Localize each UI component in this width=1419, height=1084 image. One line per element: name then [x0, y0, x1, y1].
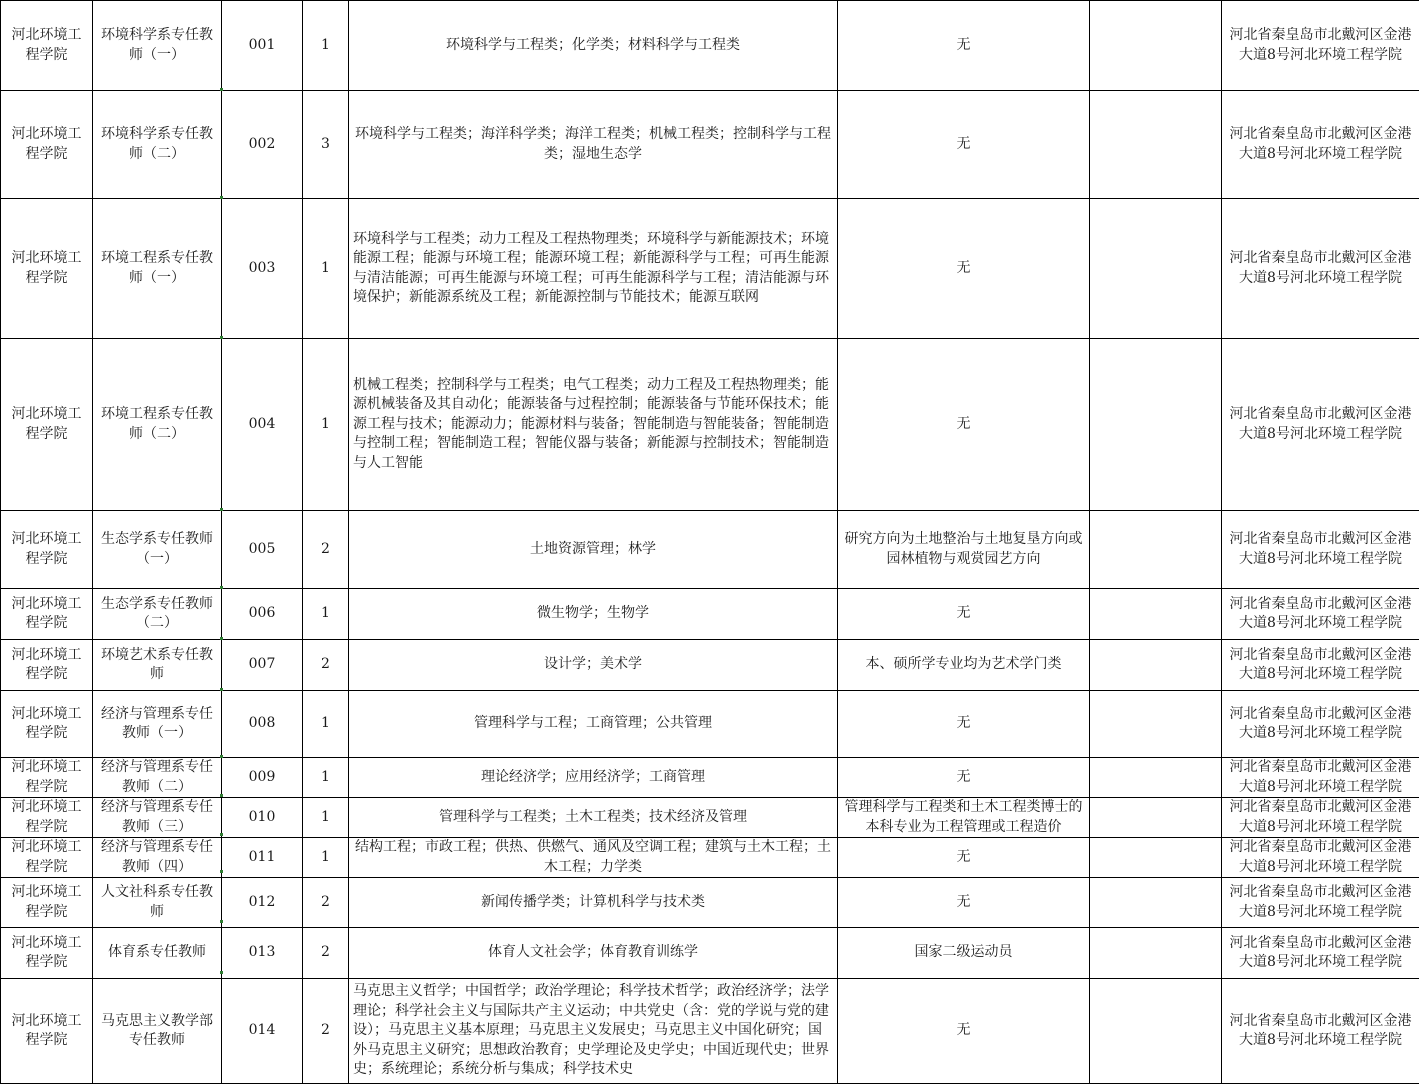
cell-comment-marker [220, 794, 223, 797]
major-cell: 环境科学与工程类；动力工程及工程热物理类；环境科学与新能源技术；环境能源工程；能源与环境工程；能源环境工程；新能源科学与工程；可再生能源与清洁能源；可再生能源与环境工程；可再生能源科学与工程；清洁能源与环境保护；新能源系统及工程；新能源控制与节能技术；能源互联网 [349, 199, 838, 339]
headcount-cell: 2 [303, 928, 349, 979]
table-row [1, 758, 1419, 798]
position-code-cell: 008 [222, 691, 303, 758]
headcount-cell: 1 [303, 838, 349, 878]
address-cell: 河北省秦皇岛市北戴河区金港大道8号河北环境工程学院 [1222, 511, 1419, 589]
cell-comment-marker [220, 586, 223, 589]
position-code-cell: 007 [222, 640, 303, 691]
other-requirements-cell: 无 [838, 199, 1090, 339]
employer-cell: 河北环境工程学院 [1, 1, 93, 91]
blank-cell [1090, 640, 1222, 691]
employer-cell: 河北环境工程学院 [1, 691, 93, 758]
headcount-cell: 1 [303, 691, 349, 758]
other-requirements-cell: 无 [838, 838, 1090, 878]
table-row [1, 640, 1419, 691]
position-cell: 环境艺术系专任教师 [93, 640, 222, 691]
major-cell: 机械工程类；控制科学与工程类；电气工程类；动力工程及工程热物理类；能源机械装备及其自动化；能源装备与过程控制；能源装备与节能环保技术；能源工程与技术；能源动力；能源材料与装备；智能制造与智能装备；智能制造与控制工程；智能制造工程；智能仪器与装备；新能源与控制技术；智能制造与人工智能 [349, 339, 838, 511]
position-cell: 人文社科系专任教师 [93, 878, 222, 928]
other-requirements-cell: 无 [838, 339, 1090, 511]
blank-cell [1090, 758, 1222, 798]
employer-cell: 河北环境工程学院 [1, 979, 93, 1084]
employer-cell: 河北环境工程学院 [1, 589, 93, 640]
blank-cell [1090, 511, 1222, 589]
address-cell: 河北省秦皇岛市北戴河区金港大道8号河北环境工程学院 [1222, 758, 1419, 798]
cell-comment-marker [220, 971, 223, 974]
headcount-cell: 3 [303, 91, 349, 199]
major-cell: 结构工程；市政工程；供热、供燃气、通风及空调工程；建筑与土木工程；土木工程；力学类 [349, 838, 838, 878]
employer-cell: 河北环境工程学院 [1, 758, 93, 798]
employer-cell: 河北环境工程学院 [1, 798, 93, 838]
position-code-cell: 003 [222, 199, 303, 339]
headcount-cell: 1 [303, 798, 349, 838]
employer-cell: 河北环境工程学院 [1, 511, 93, 589]
headcount-cell: 2 [303, 511, 349, 589]
major-cell: 马克思主义哲学；中国哲学；政治学理论；科学技术哲学；政治经济学；法学理论；科学社会主义与国际共产主义运动；中共党史（含：党的学说与党的建设）；马克思主义基本原理；马克思主义发展史；马克思主义中国化研究；国外马克思主义研究；思想政治教育；史学理论及史学史；中国近现代史；世界史；系统理论；系统分析与集成；科学技术史 [349, 979, 838, 1084]
cell-comment-marker [220, 637, 223, 640]
headcount-cell: 2 [303, 640, 349, 691]
position-code-cell: 005 [222, 511, 303, 589]
table-row [1, 928, 1419, 979]
table-row [1, 589, 1419, 640]
employer-cell: 河北环境工程学院 [1, 640, 93, 691]
position-code-cell: 014 [222, 979, 303, 1084]
position-cell: 环境工程系专任教师（一） [93, 199, 222, 339]
other-requirements-cell: 无 [838, 589, 1090, 640]
headcount-cell: 1 [303, 589, 349, 640]
other-requirements-cell: 研究方向为土地整治与土地复垦方向或园林植物与观赏园艺方向 [838, 511, 1090, 589]
table-row [1, 878, 1419, 928]
position-cell: 经济与管理系专任教师（四） [93, 838, 222, 878]
position-cell: 体育系专任教师 [93, 928, 222, 979]
address-cell: 河北省秦皇岛市北戴河区金港大道8号河北环境工程学院 [1222, 1, 1419, 91]
table-row [1, 838, 1419, 878]
position-code-cell: 006 [222, 589, 303, 640]
address-cell: 河北省秦皇岛市北戴河区金港大道8号河北环境工程学院 [1222, 339, 1419, 511]
headcount-cell: 1 [303, 339, 349, 511]
blank-cell [1090, 589, 1222, 640]
headcount-cell: 2 [303, 979, 349, 1084]
position-code-cell: 010 [222, 798, 303, 838]
address-cell: 河北省秦皇岛市北戴河区金港大道8号河北环境工程学院 [1222, 878, 1419, 928]
position-cell: 环境科学系专任教师（二） [93, 91, 222, 199]
employer-cell: 河北环境工程学院 [1, 928, 93, 979]
position-cell: 环境科学系专任教师（一） [93, 1, 222, 91]
blank-cell [1090, 339, 1222, 511]
cell-comment-marker [220, 508, 223, 511]
major-cell: 管理科学与工程；工商管理；公共管理 [349, 691, 838, 758]
major-cell: 微生物学；生物学 [349, 589, 838, 640]
table-row [1, 339, 1419, 511]
position-cell: 生态学系专任教师（二） [93, 589, 222, 640]
address-cell: 河北省秦皇岛市北戴河区金港大道8号河北环境工程学院 [1222, 691, 1419, 758]
other-requirements-cell: 管理科学与工程类和土木工程类博士的本科专业为工程管理或工程造价 [838, 798, 1090, 838]
cell-comment-marker [220, 196, 223, 199]
position-code-cell: 001 [222, 1, 303, 91]
other-requirements-cell: 无 [838, 878, 1090, 928]
position-code-cell: 004 [222, 339, 303, 511]
position-code-cell: 012 [222, 878, 303, 928]
blank-cell [1090, 798, 1222, 838]
table-row [1, 91, 1419, 199]
blank-cell [1090, 199, 1222, 339]
employer-cell: 河北环境工程学院 [1, 878, 93, 928]
blank-cell [1090, 691, 1222, 758]
blank-cell [1090, 979, 1222, 1084]
cell-comment-marker [220, 920, 223, 923]
major-cell: 设计学；美术学 [349, 640, 838, 691]
other-requirements-cell: 国家二级运动员 [838, 928, 1090, 979]
blank-cell [1090, 838, 1222, 878]
blank-cell [1090, 928, 1222, 979]
table-row [1, 691, 1419, 758]
blank-cell [1090, 91, 1222, 199]
address-cell: 河北省秦皇岛市北戴河区金港大道8号河北环境工程学院 [1222, 928, 1419, 979]
cell-comment-marker [220, 688, 223, 691]
table-row [1, 979, 1419, 1084]
employer-cell: 河北环境工程学院 [1, 838, 93, 878]
blank-cell [1090, 1, 1222, 91]
position-code-cell: 002 [222, 91, 303, 199]
major-cell: 环境科学与工程类；海洋科学类；海洋工程类；机械工程类；控制科学与工程类；湿地生态学 [349, 91, 838, 199]
cell-comment-marker [220, 870, 223, 873]
major-cell: 环境科学与工程类；化学类；材料科学与工程类 [349, 1, 838, 91]
cell-comment-marker [220, 88, 223, 91]
major-cell: 土地资源管理；林学 [349, 511, 838, 589]
table-body [1, 1, 1419, 1084]
other-requirements-cell: 无 [838, 691, 1090, 758]
major-cell: 管理科学与工程类；土木工程类；技术经济及管理 [349, 798, 838, 838]
address-cell: 河北省秦皇岛市北戴河区金港大道8号河北环境工程学院 [1222, 91, 1419, 199]
address-cell: 河北省秦皇岛市北戴河区金港大道8号河北环境工程学院 [1222, 640, 1419, 691]
cell-comment-marker [220, 833, 223, 836]
other-requirements-cell: 本、硕所学专业均为艺术学门类 [838, 640, 1090, 691]
table-row [1, 1, 1419, 91]
position-cell: 经济与管理系专任教师（二） [93, 758, 222, 798]
headcount-cell: 2 [303, 878, 349, 928]
employer-cell: 河北环境工程学院 [1, 199, 93, 339]
headcount-cell: 1 [303, 1, 349, 91]
major-cell: 新闻传播学类；计算机科学与技术类 [349, 878, 838, 928]
table-row [1, 798, 1419, 838]
position-code-cell: 013 [222, 928, 303, 979]
position-code-cell: 009 [222, 758, 303, 798]
position-cell: 马克思主义教学部专任教师 [93, 979, 222, 1084]
other-requirements-cell: 无 [838, 1, 1090, 91]
major-cell: 体育人文社会学；体育教育训练学 [349, 928, 838, 979]
blank-cell [1090, 878, 1222, 928]
table-row [1, 199, 1419, 339]
cell-comment-marker [220, 755, 223, 758]
address-cell: 河北省秦皇岛市北戴河区金港大道8号河北环境工程学院 [1222, 589, 1419, 640]
address-cell: 河北省秦皇岛市北戴河区金港大道8号河北环境工程学院 [1222, 798, 1419, 838]
headcount-cell: 1 [303, 199, 349, 339]
headcount-cell: 1 [303, 758, 349, 798]
table-row [1, 511, 1419, 589]
employer-cell: 河北环境工程学院 [1, 91, 93, 199]
position-cell: 生态学系专任教师（一） [93, 511, 222, 589]
address-cell: 河北省秦皇岛市北戴河区金港大道8号河北环境工程学院 [1222, 979, 1419, 1084]
other-requirements-cell: 无 [838, 979, 1090, 1084]
position-code-cell: 011 [222, 838, 303, 878]
position-cell: 经济与管理系专任教师（一） [93, 691, 222, 758]
position-cell: 经济与管理系专任教师（三） [93, 798, 222, 838]
employer-cell: 河北环境工程学院 [1, 339, 93, 511]
other-requirements-cell: 无 [838, 758, 1090, 798]
address-cell: 河北省秦皇岛市北戴河区金港大道8号河北环境工程学院 [1222, 199, 1419, 339]
other-requirements-cell: 无 [838, 91, 1090, 199]
position-cell: 环境工程系专任教师（二） [93, 339, 222, 511]
cell-comment-marker [220, 336, 223, 339]
address-cell: 河北省秦皇岛市北戴河区金港大道8号河北环境工程学院 [1222, 838, 1419, 878]
major-cell: 理论经济学；应用经济学；工商管理 [349, 758, 838, 798]
